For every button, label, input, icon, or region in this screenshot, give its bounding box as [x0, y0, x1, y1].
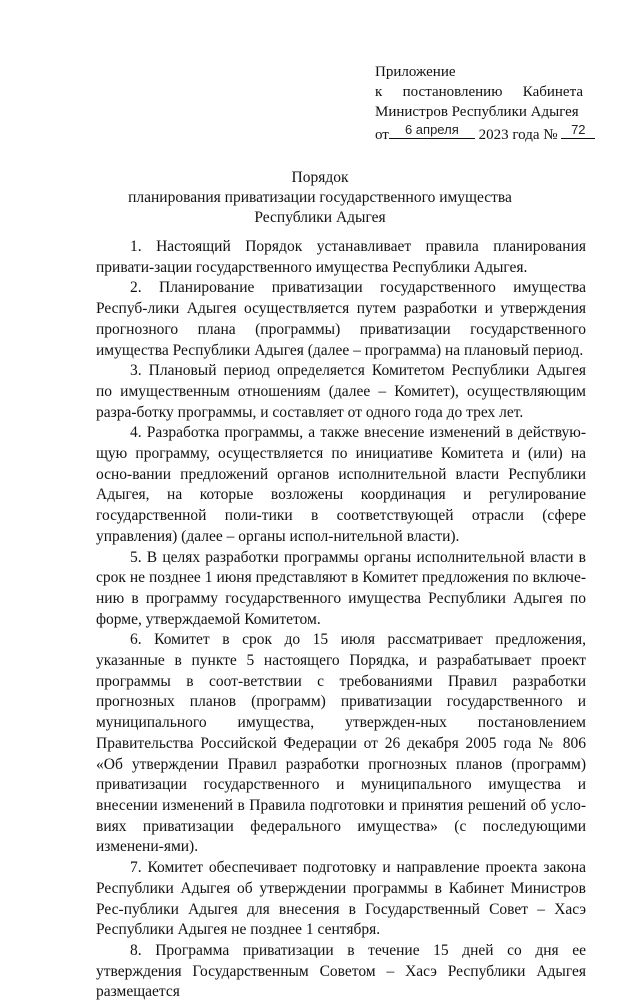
document-title [100, 168, 540, 228]
title-subtitle-line2: Республики Адыгея [254, 209, 386, 226]
number-blank [561, 122, 595, 139]
paragraph-6: 6. Комитет в срок до 15 июля рассматривает предложения, указанные в пункте 5 настоящего Порядка, и разрабатывает проект программы в соот-ветствии с требованиями Правил разработки прогнозных планов (программ) приватизации государственного и муниципального имущества, утвержден-ных постановлением Правительства Российской Федерации от 26 декабря 2005 года № 806 «Об утверждении Правил разработки прогнозных планов (программ) приватизации государственного и муниципального имущества и внесении изменений в Правила подготовки и принятия решений об усло-виях приватизации федерального имущества» (с последующими изменени-ями). [96, 631, 586, 856]
paragraph-2: 2. Планирование приватизации государственного имущества Респуб-лики Адыгея осуществляется путем разработки и утверждения прогнозного плана (программы) приватизации государственного имущества Республики Адыгея (далее – программа) на плановый период. [96, 279, 586, 359]
appendix-ministers-line: Министров Республики Адыгея [375, 104, 579, 120]
date-prefix: от [375, 127, 389, 143]
handwritten-number: 72 [571, 122, 586, 137]
paragraph-7: 7. Комитет обеспечивает подготовку и направление проекта закона Республики Адыгея об утверждении программы в Кабинет Министров Рес-публики Адыгея для внесения в Государственный Совет – Хасэ Республики Адыгея не позднее 1 сентября. [96, 859, 586, 939]
paragraph-3: 3. Плановый период определяется Комитетом Республики Адыгея по имущественным отношениям (далее – Комитет), осуществляющим разра-ботку программы, и составляет от одного года до трех лет. [96, 362, 586, 421]
title-heading: Порядок [291, 169, 349, 186]
paragraph-4: 4. Разработка программы, а также внесение изменений в действую-щую программу, осуществляется по инициативе Комитета и (или) на осно-вании предложений органов исполнительной власти Республики Адыгея, на которые возложены координация и регулирование государственной поли-тики в соответствующей отрасли (сфере управления) (далее – органы испол-нительной власти). [96, 424, 586, 545]
appendix-word-decree: постановлению [402, 84, 503, 100]
appendix-word-k: к [375, 84, 383, 100]
appendix-word-cabinet: Кабинета [522, 84, 583, 100]
appendix-label: Приложение [375, 64, 456, 80]
paragraph-1: 1. Настоящий Порядок устанавливает правила планирования привати-зации государственного имущества Республики Адыгея. [96, 238, 586, 276]
appendix-header [375, 62, 586, 145]
paragraph-8: 8. Программа приватизации в течение 15 дней со дня ее утверждения Государственным Советом – Хасэ Республики Адыгея размещается [96, 941, 586, 1001]
title-subtitle-line1: планирования приватизации государственного имущества [128, 189, 512, 206]
year-text: 2023 года № [478, 127, 558, 143]
paragraph-5: 5. В целях разработки программы органы исполнительной власти в срок не позднее 1 июня представляют в Комитет предложения по включе-нию в программу государственного имущества Республики Адыгея по форме, утверждаемой Комитетом. [96, 548, 586, 628]
appendix-decree-line [375, 82, 583, 102]
date-blank [389, 122, 475, 139]
handwritten-date: 6 апреля [404, 122, 459, 137]
appendix-date-line [375, 122, 586, 145]
document-body [96, 237, 586, 1003]
